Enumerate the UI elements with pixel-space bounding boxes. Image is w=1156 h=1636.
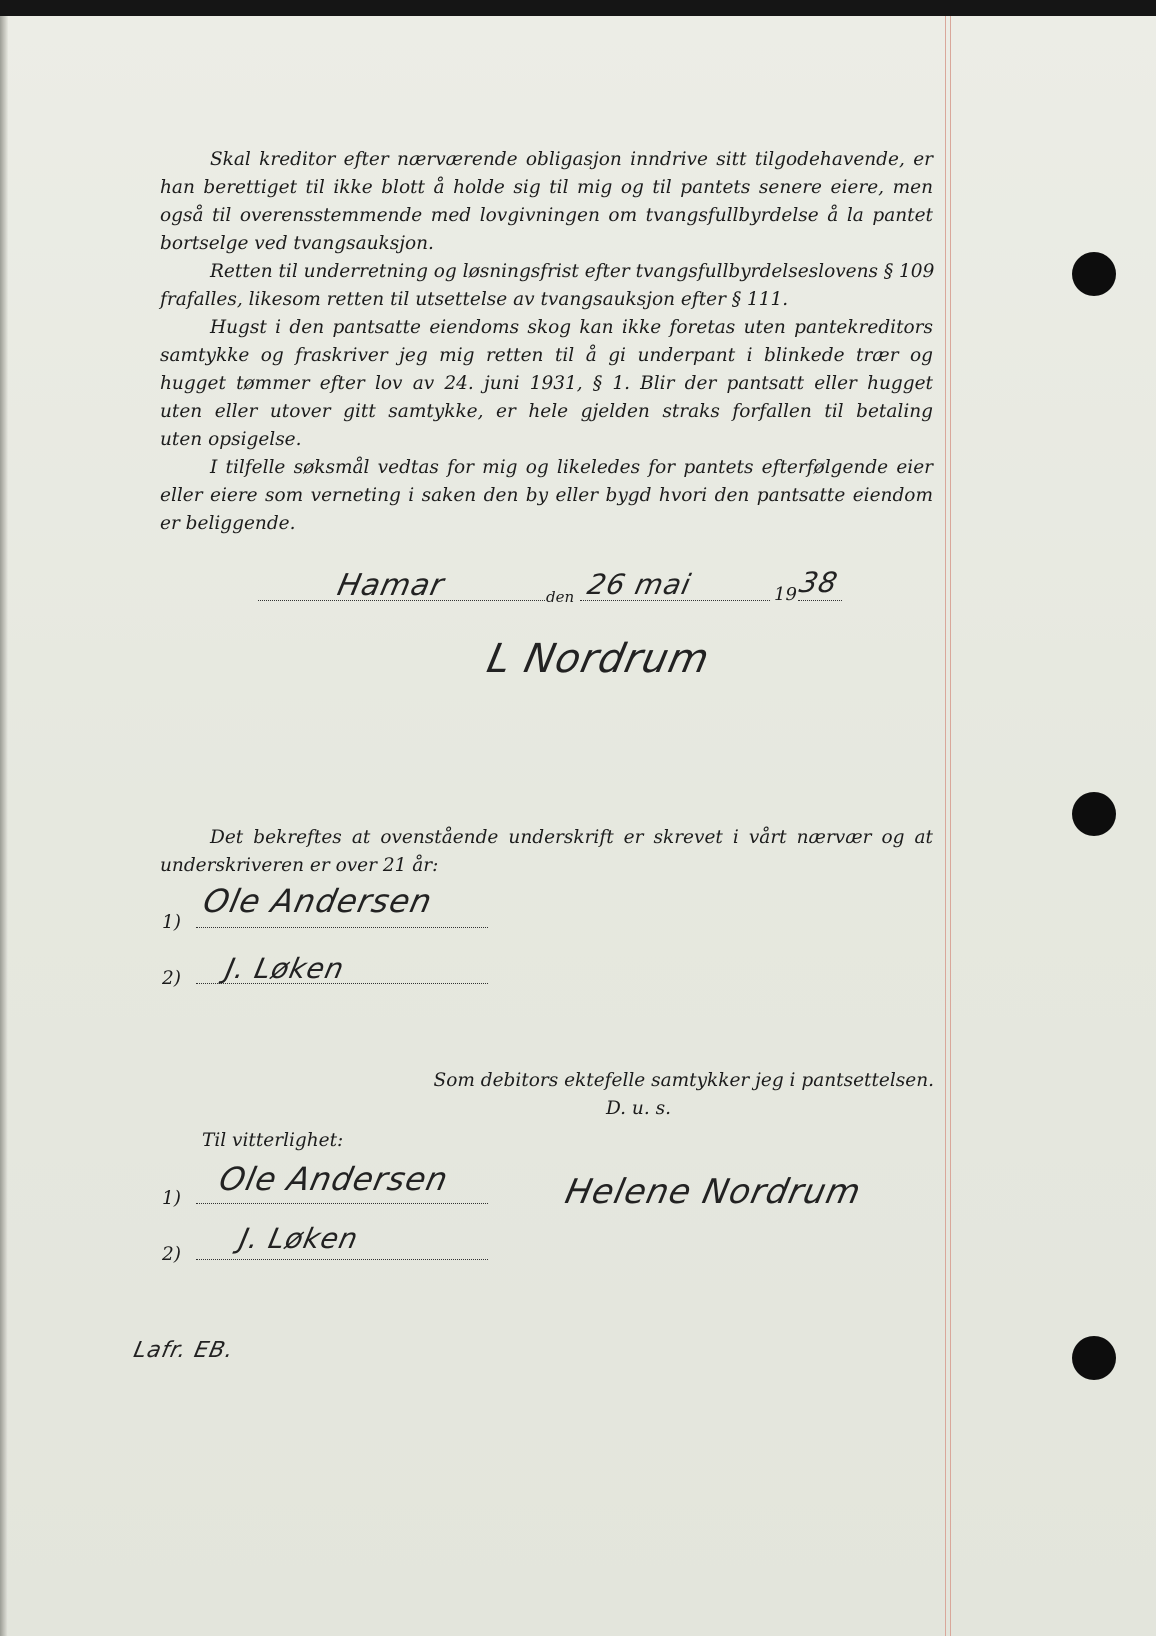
text-line: er beliggende. [160, 513, 296, 534]
place-handwritten: Hamar [334, 568, 448, 603]
year-dotted-line [798, 600, 842, 601]
text-line: uten eller utover gitt samtykke, er hele gjelden straks forfallen til betaling [160, 401, 933, 422]
text-line: uten opsigelse. [160, 429, 302, 450]
text-line: bortselge ved tvangsauksjon. [160, 233, 434, 254]
witness-number-1: 1) [162, 912, 181, 933]
text-line: Hugst i den pantsatte eiendoms skog kan ikke foretas uten pantekreditors [210, 317, 933, 338]
scan-top-edge [0, 0, 1156, 16]
punch-hole [1072, 252, 1116, 296]
text-line: eller eiere som verneting i saken den by eller bygd hvori den pantsatte eiendom [160, 485, 933, 506]
spouse-consent-text: Som debitors ektefelle samtykker jeg i pantsettelsen. [433, 1070, 934, 1091]
punch-hole [1072, 1336, 1116, 1380]
spouse-witness-1-signature: Ole Andersen [215, 1160, 452, 1198]
paragraph-logging [160, 314, 933, 454]
debtor-signature: L Nordrum [483, 636, 714, 682]
year-prefix: 19 [774, 584, 797, 605]
spouse-signature: Helene Nordrum [561, 1172, 865, 1212]
spouse-witness-2-signature: J. Løken [236, 1222, 362, 1255]
text-line: Skal kreditor efter nærværende obligasjon inndrive sitt tilgodehavende, er [210, 149, 933, 170]
paragraph-notice-waiver [160, 258, 933, 314]
margin-rule [945, 16, 946, 1636]
punch-hole [1072, 792, 1116, 836]
text-line: I tilfelle søksmål vedtas for mig og likeledes for pantets efterfølgende eier [210, 457, 933, 478]
spouse-witness-1-line [196, 1203, 488, 1204]
scan-left-shadow [0, 16, 8, 1636]
margin-rule [950, 16, 951, 1636]
date-handwritten: 26 mai [584, 568, 695, 601]
text-line: Det bekreftes at ovenstående underskrift er skrevet i vårt nærvær og at [210, 827, 933, 848]
dus-text: D. u. s. [606, 1098, 671, 1119]
margin-note: Lafr. EB. [131, 1338, 237, 1363]
text-line: underskriveren er over 21 år: [160, 855, 439, 876]
paragraph-jurisdiction [160, 454, 933, 538]
text-line: samtykke og fraskriver jeg mig retten til å gi underpant i blinkede trær og [160, 345, 933, 366]
text-line: også til overensstemmende med lovgivningen om tvangsfullbyrdelse å la pantet [160, 205, 933, 226]
witness-1-signature: Ole Andersen [199, 882, 436, 920]
witness-1-line [196, 927, 488, 928]
til-vitterlighet-label: Til vitterlighet: [202, 1130, 344, 1151]
paragraph-enforcement [160, 146, 933, 258]
text-line: Retten til underretning og løsningsfrist efter tvangsfullbyrdelseslovens § 109 [210, 261, 935, 282]
text-line: han berettiget til ikke blott å holde sig til mig og til pantets senere eiere, men [160, 177, 933, 198]
witness-confirmation [160, 824, 933, 880]
spouse-witness-2-line [196, 1259, 488, 1260]
text-line: frafalles, likesom retten til utsettelse av tvangsauksjon efter § 111. [160, 289, 789, 310]
text-line: hugget tømmer efter lov av 24. juni 1931, § 1. Blir der pantsatt eller hugget [160, 373, 933, 394]
spouse-witness-number-1: 1) [162, 1188, 181, 1209]
witness-2-signature: J. Løken [222, 952, 348, 985]
witness-number-2: 2) [162, 968, 181, 989]
den-label: den [546, 588, 575, 606]
year-handwritten: 38 [796, 566, 842, 599]
spouse-witness-number-2: 2) [162, 1244, 181, 1265]
